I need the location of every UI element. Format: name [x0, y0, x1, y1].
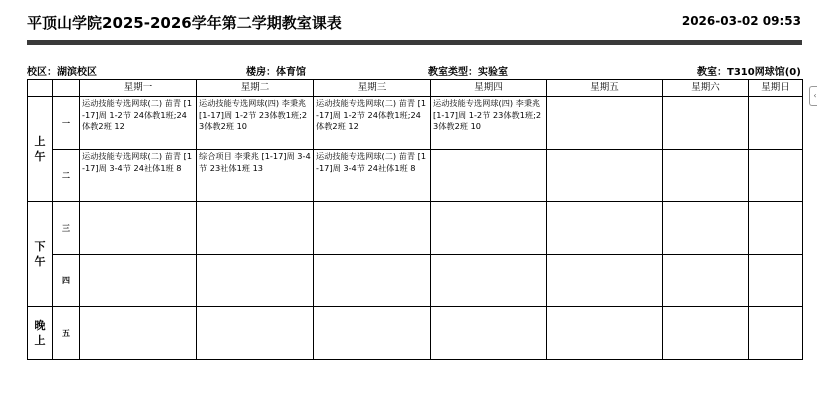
table-row — [28, 202, 803, 255]
course-text: 运动技能专选网球(四) 李秉兆 [1-17]周 1-2节 23体教1班;23体教2班 10 — [199, 98, 308, 131]
course-cell[interactable] — [80, 150, 197, 202]
table-row — [28, 97, 803, 150]
period-morning-label: 上午 — [34, 135, 46, 163]
day-header-tue: 星期二 — [197, 80, 314, 97]
day-header-wed: 星期三 — [314, 80, 431, 97]
period-evening — [28, 307, 53, 360]
building-label: 楼房：体育馆 — [246, 67, 306, 78]
day-header-sun: 星期日 — [749, 80, 803, 97]
course-text — [749, 150, 802, 151]
course-cell[interactable] — [663, 307, 749, 360]
course-cell[interactable] — [431, 150, 547, 202]
course-cell[interactable] — [749, 97, 803, 150]
section-3: 三 — [53, 202, 80, 255]
course-cell[interactable] — [431, 202, 547, 255]
course-cell[interactable] — [547, 307, 663, 360]
period-morning — [28, 97, 53, 202]
course-cell[interactable] — [80, 255, 197, 307]
course-text — [547, 150, 662, 151]
print-timestamp: 2026-03-02 09:53 — [681, 14, 801, 28]
course-text: 运动技能专选网球(四) 李秉兆 [1-17]周 1-2节 23体教1班;23体教2班 10 — [433, 98, 542, 131]
course-cell[interactable] — [547, 202, 663, 255]
header-divider — [27, 40, 802, 45]
course-cell[interactable] — [547, 255, 663, 307]
course-text: 综合项目 李秉兆 [1-17]周 3-4节 23社体1班 13 — [199, 151, 311, 173]
course-text: 运动技能专选网球(二) 苗青 [1-17]周 1-2节 24体教1班;24体教2班 12 — [82, 98, 193, 131]
course-cell[interactable] — [197, 307, 314, 360]
section-2: 二 — [53, 150, 80, 202]
course-text — [663, 150, 748, 151]
course-cell[interactable] — [314, 97, 431, 150]
day-header-mon: 星期一 — [80, 80, 197, 97]
course-cell[interactable] — [314, 255, 431, 307]
day-header-thu: 星期四 — [431, 80, 547, 97]
course-text — [431, 150, 546, 151]
period-evening-label: 晚上 — [34, 319, 46, 347]
course-cell[interactable] — [749, 150, 803, 202]
day-header-sat: 星期六 — [663, 80, 749, 97]
course-cell[interactable] — [314, 150, 431, 202]
section-4: 四 — [53, 255, 80, 307]
course-cell[interactable] — [663, 202, 749, 255]
course-cell[interactable] — [663, 97, 749, 150]
section-1: 一 — [53, 97, 80, 150]
period-afternoon — [28, 202, 53, 307]
course-text: 运动技能专选网球(二) 苗青 [1-17]周 1-2节 24体教1班;24体教2班 12 — [316, 98, 427, 131]
course-cell[interactable] — [547, 97, 663, 150]
course-cell[interactable] — [314, 307, 431, 360]
course-cell[interactable] — [197, 150, 314, 202]
table-row — [28, 255, 803, 307]
course-cell[interactable] — [80, 307, 197, 360]
side-scroll-tab[interactable]: ‹ — [809, 86, 817, 106]
course-cell[interactable] — [197, 97, 314, 150]
course-text: 运动技能专选网球(二) 苗青 [1-17]周 3-4节 24社体1班 8 — [316, 151, 427, 173]
corner-cell — [53, 80, 80, 97]
schedule-table — [27, 79, 803, 360]
period-afternoon-label: 下午 — [34, 240, 46, 268]
course-cell[interactable] — [197, 202, 314, 255]
course-cell[interactable] — [197, 255, 314, 307]
course-cell[interactable] — [431, 255, 547, 307]
course-text: 运动技能专选网球(二) 苗青 [1-17]周 3-4节 24社体1班 8 — [82, 151, 193, 173]
course-cell[interactable] — [749, 255, 803, 307]
course-text — [749, 97, 802, 98]
room-label: 教室：T310网球馆(0) — [697, 67, 801, 78]
corner-cell — [28, 80, 53, 97]
course-text — [547, 97, 662, 98]
course-cell[interactable] — [80, 202, 197, 255]
course-cell[interactable] — [431, 307, 547, 360]
room-type-label: 教室类型：实验室 — [428, 67, 508, 78]
course-cell[interactable] — [80, 97, 197, 150]
table-row — [28, 307, 803, 360]
course-cell[interactable] — [431, 97, 547, 150]
course-cell[interactable] — [547, 150, 663, 202]
campus-label: 校区：湖滨校区 — [27, 67, 97, 78]
course-text — [663, 97, 748, 98]
section-5: 五 — [53, 307, 80, 360]
page-title: 平顶山学院2025-2026学年第二学期教室课表 — [27, 14, 342, 32]
day-header-fri: 星期五 — [547, 80, 663, 97]
course-cell[interactable] — [663, 255, 749, 307]
table-row — [28, 150, 803, 202]
course-cell[interactable] — [314, 202, 431, 255]
table-header-row — [28, 80, 803, 97]
course-cell[interactable] — [749, 202, 803, 255]
course-cell[interactable] — [663, 150, 749, 202]
course-cell[interactable] — [749, 307, 803, 360]
